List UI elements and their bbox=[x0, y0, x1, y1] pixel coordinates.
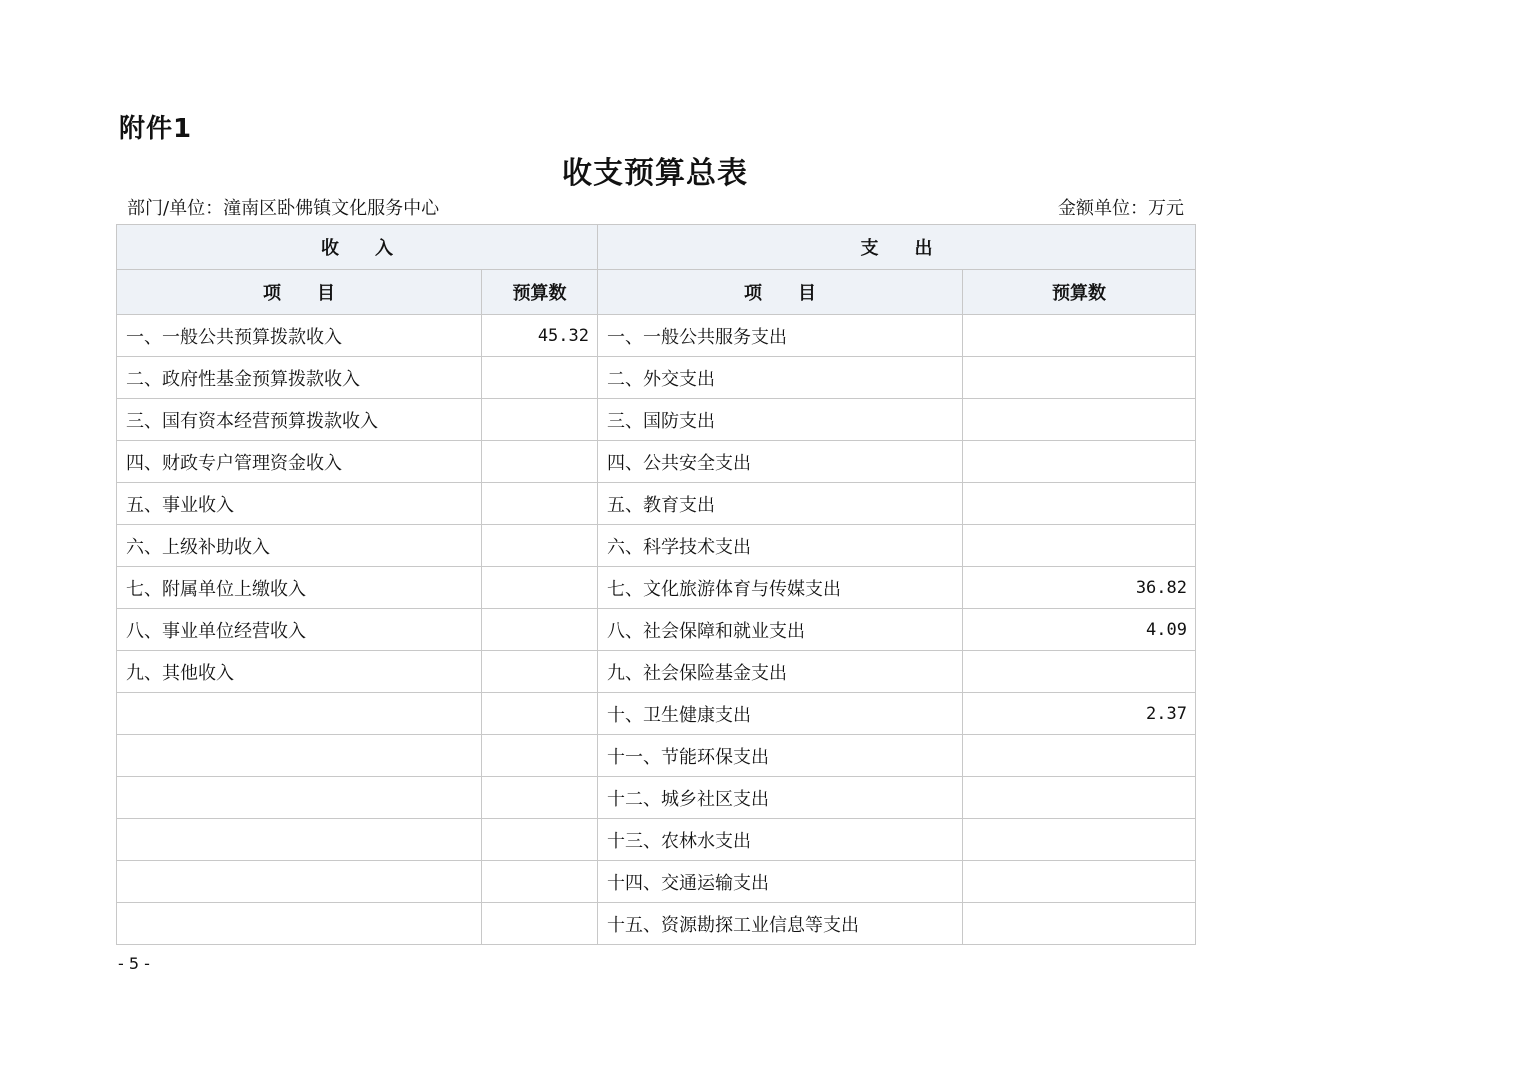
expense-item-header: 项 目 bbox=[598, 270, 963, 315]
page-title: 收支预算总表 bbox=[562, 156, 748, 191]
budget-table bbox=[116, 224, 1196, 945]
expense-item-cell: 八、社会保障和就业支出 bbox=[598, 609, 963, 651]
income-item-cell bbox=[117, 903, 482, 945]
expense-item-cell: 十五、资源勘探工业信息等支出 bbox=[598, 903, 963, 945]
expense-item-cell: 七、文化旅游体育与传媒支出 bbox=[598, 567, 963, 609]
table-row bbox=[117, 693, 1196, 735]
income-value-cell bbox=[482, 567, 598, 609]
table-row bbox=[117, 399, 1196, 441]
income-value-cell bbox=[482, 693, 598, 735]
table-row bbox=[117, 651, 1196, 693]
department-label: 部门/单位：潼南区卧佛镇文化服务中心 bbox=[127, 198, 440, 219]
income-value-cell bbox=[482, 441, 598, 483]
expense-value-cell bbox=[963, 735, 1196, 777]
income-item-cell bbox=[117, 735, 482, 777]
income-value-cell bbox=[482, 399, 598, 441]
income-item-cell: 五、事业收入 bbox=[117, 483, 482, 525]
income-item-cell: 七、附属单位上缴收入 bbox=[117, 567, 482, 609]
attachment-label: 附件1 bbox=[119, 114, 193, 144]
expense-value-cell: 4.09 bbox=[963, 609, 1196, 651]
income-item-cell: 六、上级补助收入 bbox=[117, 525, 482, 567]
table-group-header-row bbox=[117, 225, 1196, 270]
income-value-cell bbox=[482, 357, 598, 399]
income-value-cell bbox=[482, 525, 598, 567]
expense-value-cell bbox=[963, 819, 1196, 861]
table-row bbox=[117, 903, 1196, 945]
income-item-cell bbox=[117, 693, 482, 735]
expense-item-cell: 十四、交通运输支出 bbox=[598, 861, 963, 903]
expense-value-cell bbox=[963, 861, 1196, 903]
table-row bbox=[117, 483, 1196, 525]
income-value-cell bbox=[482, 609, 598, 651]
income-value-cell bbox=[482, 777, 598, 819]
income-item-cell bbox=[117, 819, 482, 861]
income-item-cell bbox=[117, 861, 482, 903]
expense-value-cell bbox=[963, 399, 1196, 441]
expense-item-cell: 十、卫生健康支出 bbox=[598, 693, 963, 735]
expense-value-cell bbox=[963, 525, 1196, 567]
table-body bbox=[117, 315, 1196, 945]
currency-unit-label: 金额单位：万元 bbox=[1058, 198, 1184, 219]
income-item-cell: 八、事业单位经营收入 bbox=[117, 609, 482, 651]
expense-item-cell: 五、教育支出 bbox=[598, 483, 963, 525]
table-row bbox=[117, 861, 1196, 903]
expense-item-cell: 十一、节能环保支出 bbox=[598, 735, 963, 777]
expense-item-cell: 三、国防支出 bbox=[598, 399, 963, 441]
expense-value-cell: 2.37 bbox=[963, 693, 1196, 735]
table-column-header-row bbox=[117, 270, 1196, 315]
expense-value-cell bbox=[963, 903, 1196, 945]
income-item-cell: 三、国有资本经营预算拨款收入 bbox=[117, 399, 482, 441]
expense-item-cell: 四、公共安全支出 bbox=[598, 441, 963, 483]
income-item-header: 项 目 bbox=[117, 270, 482, 315]
table-row bbox=[117, 441, 1196, 483]
income-item-cell bbox=[117, 777, 482, 819]
table-row bbox=[117, 735, 1196, 777]
table-row bbox=[117, 315, 1196, 357]
expense-budget-header: 预算数 bbox=[963, 270, 1196, 315]
income-group-header: 收 入 bbox=[117, 225, 598, 270]
table-row bbox=[117, 525, 1196, 567]
income-item-cell: 四、财政专户管理资金收入 bbox=[117, 441, 482, 483]
expense-value-cell bbox=[963, 777, 1196, 819]
income-value-cell: 45.32 bbox=[482, 315, 598, 357]
table-row bbox=[117, 567, 1196, 609]
expense-item-cell: 十三、农林水支出 bbox=[598, 819, 963, 861]
income-value-cell bbox=[482, 861, 598, 903]
expense-item-cell: 十二、城乡社区支出 bbox=[598, 777, 963, 819]
income-budget-header: 预算数 bbox=[482, 270, 598, 315]
table-row bbox=[117, 819, 1196, 861]
expense-value-cell bbox=[963, 357, 1196, 399]
expense-value-cell: 36.82 bbox=[963, 567, 1196, 609]
expense-value-cell bbox=[963, 441, 1196, 483]
income-value-cell bbox=[482, 903, 598, 945]
income-value-cell bbox=[482, 483, 598, 525]
expense-item-cell: 六、科学技术支出 bbox=[598, 525, 963, 567]
expense-value-cell bbox=[963, 651, 1196, 693]
income-item-cell: 九、其他收入 bbox=[117, 651, 482, 693]
income-item-cell: 一、一般公共预算拨款收入 bbox=[117, 315, 482, 357]
income-value-cell bbox=[482, 735, 598, 777]
expense-item-cell: 一、一般公共服务支出 bbox=[598, 315, 963, 357]
expense-item-cell: 九、社会保险基金支出 bbox=[598, 651, 963, 693]
income-value-cell bbox=[482, 819, 598, 861]
income-value-cell bbox=[482, 651, 598, 693]
expense-value-cell bbox=[963, 315, 1196, 357]
expense-group-header: 支 出 bbox=[598, 225, 1196, 270]
table-row bbox=[117, 609, 1196, 651]
page-number: - 5 - bbox=[118, 954, 150, 973]
expense-value-cell bbox=[963, 483, 1196, 525]
table-row bbox=[117, 357, 1196, 399]
table-row bbox=[117, 777, 1196, 819]
expense-item-cell: 二、外交支出 bbox=[598, 357, 963, 399]
income-item-cell: 二、政府性基金预算拨款收入 bbox=[117, 357, 482, 399]
